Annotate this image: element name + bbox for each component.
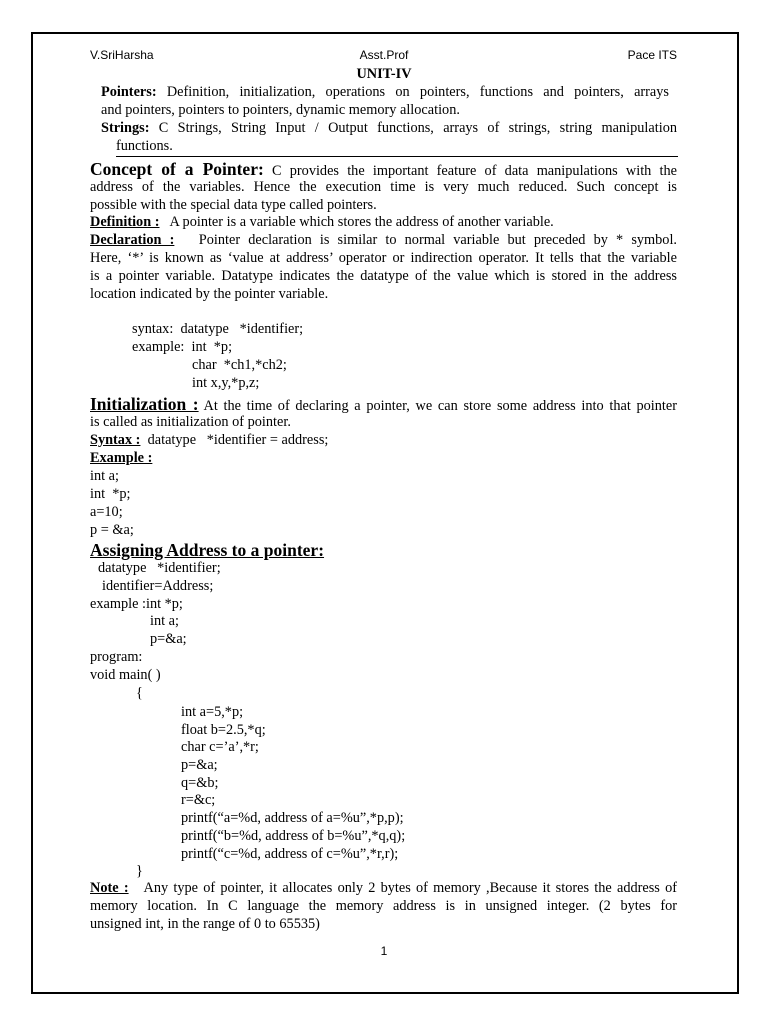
initialization-code-line-2: int *p; — [90, 486, 131, 502]
definition-text: A pointer is a variable which stores the address of another variable. — [169, 214, 554, 230]
program-line-3: char c=’a’,*r; — [181, 739, 259, 755]
initialization-code-line-3: a=10; — [90, 504, 123, 520]
declaration-label: Declaration : — [90, 232, 175, 248]
program-line-7: printf(“a=%d, address of a=%u”,*p,p); — [181, 810, 404, 826]
program-line-9: printf(“c=%d, address of c=%u”,*r,r); — [181, 846, 399, 862]
program-label: program: — [90, 649, 143, 665]
declaration-line-4: location indicated by the pointer variable. — [90, 286, 329, 302]
syllabus-strings-line-2: functions. — [116, 138, 173, 154]
initialization-line-1 — [90, 394, 677, 414]
syllabus-pointers-line-1 — [101, 83, 669, 101]
assigning-heading: Assigning Address to a pointer: — [90, 540, 325, 560]
program-line-2: float b=2.5,*q; — [181, 722, 266, 738]
assigning-line-1: datatype *identifier; — [98, 560, 221, 576]
initialization-heading: Initialization : — [90, 394, 199, 414]
assigning-line-5: p=&a; — [150, 631, 187, 647]
declaration-example-char: char *ch1,*ch2; — [192, 357, 287, 373]
program-main: void main( ) — [90, 667, 161, 683]
program-line-6: r=&c; — [181, 792, 216, 808]
note-label: Note : — [90, 880, 129, 896]
header-designation: Asst.Prof — [359, 48, 409, 62]
syllabus-pointers-label: Pointers: — [101, 84, 157, 100]
note-line-1 — [90, 879, 677, 897]
program-line-5: q=&b; — [181, 775, 219, 791]
declaration-example: example: int *p; — [132, 339, 233, 355]
assigning-line-4: int a; — [150, 613, 179, 629]
definition-line — [90, 213, 554, 231]
initialization-text-1: At the time of declaring a pointer, we can store some address into that pointer — [203, 398, 677, 414]
note-line-3: unsigned int, in the range of 0 to 65535) — [90, 916, 320, 932]
initialization-example-label: Example : — [90, 450, 153, 466]
concept-line-1 — [90, 159, 677, 179]
initialization-line-2: is called as initialization of pointer. — [90, 414, 291, 430]
initialization-code-line-1: int a; — [90, 468, 119, 484]
declaration-text-1: Pointer declaration is similar to normal variable but preceded by * symbol. — [198, 232, 677, 248]
syllabus-strings-text-1: C Strings, String Input / Output functions, arrays of strings, string manipulation — [158, 120, 677, 136]
syllabus-pointers-text-1: Definition, initialization, operations on pointers, functions and pointers, arrays — [166, 84, 669, 100]
declaration-syntax: syntax: datatype *identifier; — [132, 321, 304, 337]
program-line-8: printf(“b=%d, address of b=%u”,*q,q); — [181, 828, 406, 844]
initialization-code-line-4: p = &a; — [90, 522, 134, 538]
declaration-example-int: int x,y,*p,z; — [192, 375, 260, 391]
initialization-syntax-label: Syntax : — [90, 432, 141, 448]
declaration-line-2: Here, ‘*’ is known as ‘value at address’ operator or indirection operator. It tells that the variable — [90, 250, 677, 266]
concept-line-3: possible with the special data type called pointers. — [90, 197, 377, 213]
declaration-line-3: is a pointer variable. Datatype indicates the datatype of the value which is stored in the address — [90, 268, 677, 284]
program-line-1: int a=5,*p; — [181, 704, 244, 720]
syllabus-strings-line-1 — [101, 119, 677, 137]
program-close-brace: } — [136, 863, 143, 879]
program-line-4: p=&a; — [181, 757, 218, 773]
program-open-brace: { — [136, 685, 143, 701]
assigning-line-3: example :int *p; — [90, 596, 183, 612]
note-text-1: Any type of pointer, it allocates only 2 bytes of memory ,Because it stores the address of — [143, 880, 677, 896]
header-author: V.SriHarsha — [90, 48, 154, 62]
header-institution: Pace ITS — [627, 48, 677, 62]
declaration-line-1 — [90, 231, 677, 249]
syllabus-divider — [116, 156, 678, 157]
syllabus-strings-label: Strings: — [101, 120, 150, 136]
syllabus-pointers-line-2: and pointers, pointers to pointers, dynamic memory allocation. — [101, 102, 460, 118]
page-number: 1 — [380, 944, 388, 958]
assigning-line-2: identifier=Address; — [102, 578, 214, 594]
definition-label: Definition : — [90, 214, 160, 230]
concept-text-1: C provides the important feature of data manipulations with the — [272, 163, 677, 179]
note-line-2: memory location. In C language the memory address is in unsigned integer. (2 bytes for — [90, 898, 677, 914]
unit-title: UNIT-IV — [356, 66, 412, 82]
concept-line-2: address of the variables. Hence the execution time is very much reduced. Such concept is — [90, 179, 677, 195]
initialization-syntax-text: datatype *identifier = address; — [147, 432, 329, 448]
initialization-syntax-line — [90, 431, 328, 449]
concept-heading: Concept of a Pointer: — [90, 159, 264, 179]
